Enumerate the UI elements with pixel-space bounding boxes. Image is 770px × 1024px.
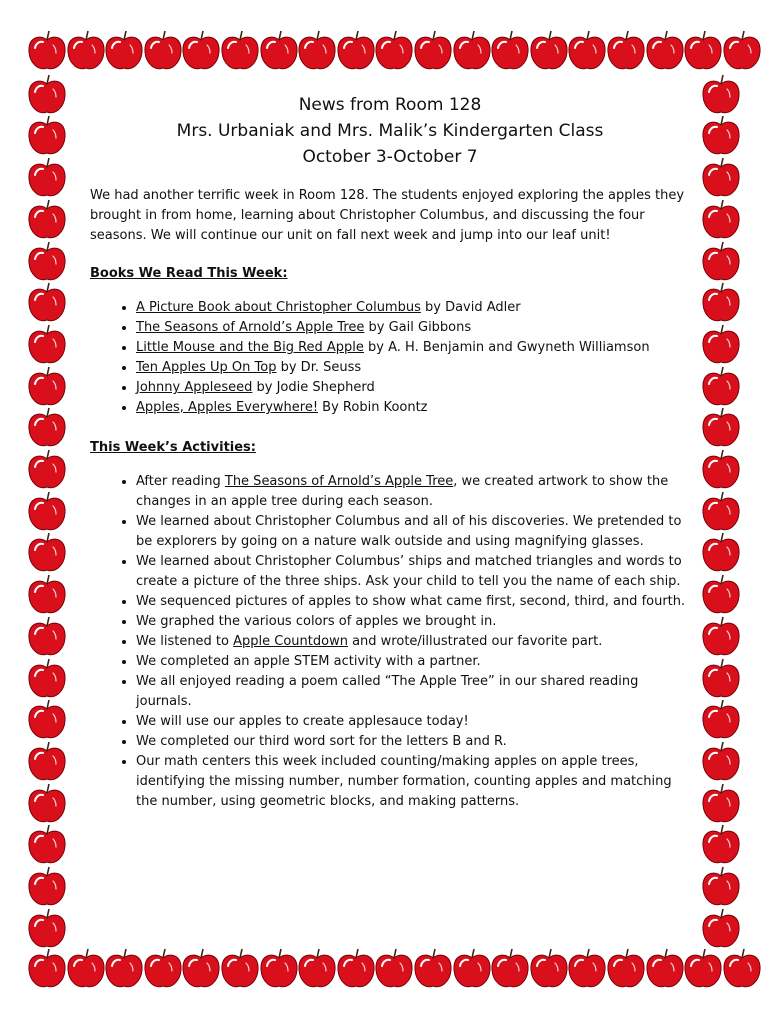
apple-icon bbox=[180, 946, 222, 990]
apple-icon bbox=[26, 280, 68, 324]
apple-icon bbox=[700, 197, 742, 241]
book-title: The Seasons of Arnold’s Apple Tree bbox=[224, 474, 454, 489]
newsletter-content bbox=[90, 92, 690, 812]
activity-item: • We sequenced pictures of apples to show what came first, second, third, and fourth. bbox=[136, 592, 690, 612]
apple-icon bbox=[700, 614, 742, 658]
apple-icon bbox=[296, 28, 338, 72]
book-author: By Robin Koontz bbox=[318, 400, 428, 415]
apple-icon bbox=[26, 530, 68, 574]
apple-icon bbox=[451, 946, 493, 990]
apple-icon bbox=[700, 530, 742, 574]
apple-icon bbox=[26, 906, 68, 950]
apple-icon bbox=[219, 946, 261, 990]
book-item bbox=[136, 298, 690, 318]
activities-heading: This Week’s Activities: bbox=[90, 440, 256, 455]
newsletter-title: News from Room 128 bbox=[298, 95, 482, 115]
book-title: Apples, Apples Everywhere! bbox=[136, 400, 319, 415]
apple-icon bbox=[26, 72, 68, 116]
apple-icon bbox=[335, 28, 377, 72]
book-item bbox=[136, 318, 690, 338]
apple-icon bbox=[26, 239, 68, 283]
apple-icon bbox=[528, 28, 570, 72]
book-author: by Jodie Shepherd bbox=[252, 380, 375, 395]
apple-icon bbox=[700, 739, 742, 783]
activity-text: , we created artwork to show the changes in an apple tree during each season. bbox=[136, 474, 669, 509]
apple-icon bbox=[605, 28, 647, 72]
apple-icon bbox=[26, 946, 68, 990]
apple-icon bbox=[700, 906, 742, 950]
book-title: Ten Apples Up On Top bbox=[136, 360, 277, 375]
apple-icon bbox=[180, 28, 222, 72]
activity-item: • We graphed the various colors of apples we brought in. bbox=[136, 612, 690, 632]
apple-icon bbox=[26, 322, 68, 366]
apple-icon bbox=[26, 197, 68, 241]
class-name: Mrs. Urbaniak and Mrs. Malik’s Kindergarten Class bbox=[176, 121, 604, 141]
apple-icon bbox=[296, 946, 338, 990]
activity-item bbox=[136, 472, 690, 512]
apple-icon bbox=[605, 946, 647, 990]
apple-icon bbox=[258, 946, 300, 990]
activity-item: • We learned about Christopher Columbus and all of his discoveries. We pretended to be explorers by going on a nature walk outside and using magnifying glasses. bbox=[136, 512, 690, 552]
apple-icon bbox=[26, 447, 68, 491]
apple-icon bbox=[373, 946, 415, 990]
book-author: by David Adler bbox=[420, 300, 521, 315]
book-author: by A. H. Benjamin and Gwyneth Williamson bbox=[363, 340, 650, 355]
apple-icon bbox=[700, 155, 742, 199]
apple-icon bbox=[26, 864, 68, 908]
apple-icon bbox=[26, 739, 68, 783]
apple-icon bbox=[700, 113, 742, 157]
activity-item: • We completed an apple STEM activity with a partner. bbox=[136, 652, 690, 672]
apple-icon bbox=[26, 28, 68, 72]
book-title: Little Mouse and the Big Red Apple bbox=[136, 340, 364, 355]
activity-text: and wrote/illustrated our favorite part. bbox=[347, 634, 603, 649]
activities-list bbox=[90, 472, 690, 812]
apple-icon bbox=[700, 697, 742, 741]
apple-icon bbox=[528, 946, 570, 990]
apple-icon bbox=[26, 614, 68, 658]
apple-icon bbox=[700, 405, 742, 449]
book-author: by Gail Gibbons bbox=[364, 320, 472, 335]
activity-item: • We will use our apples to create applesauce today! bbox=[136, 712, 690, 732]
apple-icon bbox=[26, 489, 68, 533]
apple-icon bbox=[700, 447, 742, 491]
apple-icon bbox=[26, 405, 68, 449]
activity-item: • We learned about Christopher Columbus’ ships and matched triangles and words to create a picture of the three ships. Ask your child to tell you the name of each ship. bbox=[136, 552, 690, 592]
apple-icon bbox=[721, 28, 763, 72]
intro-paragraph: We had another terrific week in Room 128. The students enjoyed exploring the apples they brought in from home, learning about Christopher Columbus, and discussing the four seasons. We will continue our unit on fall next week and jump into our leaf unit! bbox=[90, 188, 685, 243]
apple-icon bbox=[219, 28, 261, 72]
apple-icon bbox=[26, 656, 68, 700]
apple-icon bbox=[682, 28, 724, 72]
book-title: Apple Countdown bbox=[233, 634, 348, 649]
apple-icon bbox=[700, 72, 742, 116]
book-title: Johnny Appleseed bbox=[136, 380, 253, 395]
apple-icon bbox=[335, 946, 377, 990]
date-range: October 3-October 7 bbox=[302, 147, 478, 167]
apple-icon bbox=[103, 28, 145, 72]
apple-icon bbox=[566, 28, 608, 72]
apple-icon bbox=[65, 946, 107, 990]
apple-icon bbox=[103, 946, 145, 990]
apple-icon bbox=[26, 113, 68, 157]
apple-icon bbox=[26, 697, 68, 741]
apple-icon bbox=[700, 864, 742, 908]
apple-icon bbox=[644, 28, 686, 72]
apple-icon bbox=[700, 572, 742, 616]
activity-item: • Our math centers this week included counting/making apples on apple trees, identifying the missing number, number formation, counting apples and matching the number, using geometric blocks, and making patterns. bbox=[136, 752, 690, 812]
apple-icon bbox=[489, 946, 531, 990]
apple-icon bbox=[26, 572, 68, 616]
apple-icon bbox=[489, 28, 531, 72]
book-title: The Seasons of Arnold’s Apple Tree bbox=[136, 320, 365, 335]
apple-icon bbox=[26, 155, 68, 199]
apple-icon bbox=[682, 946, 724, 990]
apple-icon bbox=[700, 781, 742, 825]
apple-icon bbox=[26, 822, 68, 866]
book-item bbox=[136, 398, 690, 418]
apple-icon bbox=[26, 781, 68, 825]
apple-icon bbox=[700, 656, 742, 700]
activity-text: We listened to bbox=[136, 634, 234, 649]
apple-icon bbox=[373, 28, 415, 72]
book-item bbox=[136, 338, 690, 358]
activity-item: • We completed our third word sort for the letters B and R. bbox=[136, 732, 690, 752]
apple-icon bbox=[700, 239, 742, 283]
apple-icon bbox=[142, 946, 184, 990]
apple-icon bbox=[700, 322, 742, 366]
apple-icon bbox=[721, 946, 763, 990]
apple-icon bbox=[26, 364, 68, 408]
book-item bbox=[136, 378, 690, 398]
apple-icon bbox=[700, 822, 742, 866]
apple-icon bbox=[451, 28, 493, 72]
apple-icon bbox=[412, 946, 454, 990]
apple-icon bbox=[644, 946, 686, 990]
activity-item bbox=[136, 632, 690, 652]
book-author: by Dr. Seuss bbox=[276, 360, 362, 375]
apple-icon bbox=[700, 364, 742, 408]
apple-icon bbox=[700, 280, 742, 324]
books-list bbox=[90, 298, 690, 418]
activity-item: • We all enjoyed reading a poem called “The Apple Tree” in our shared reading journals. bbox=[136, 672, 690, 712]
apple-icon bbox=[412, 28, 454, 72]
apple-icon bbox=[142, 28, 184, 72]
apple-icon bbox=[258, 28, 300, 72]
apple-icon bbox=[65, 28, 107, 72]
book-item bbox=[136, 358, 690, 378]
books-heading: Books We Read This Week: bbox=[90, 266, 288, 281]
apple-icon bbox=[700, 489, 742, 533]
book-title: A Picture Book about Christopher Columbus bbox=[136, 300, 421, 315]
activity-text: After reading bbox=[136, 474, 225, 489]
apple-icon bbox=[566, 946, 608, 990]
